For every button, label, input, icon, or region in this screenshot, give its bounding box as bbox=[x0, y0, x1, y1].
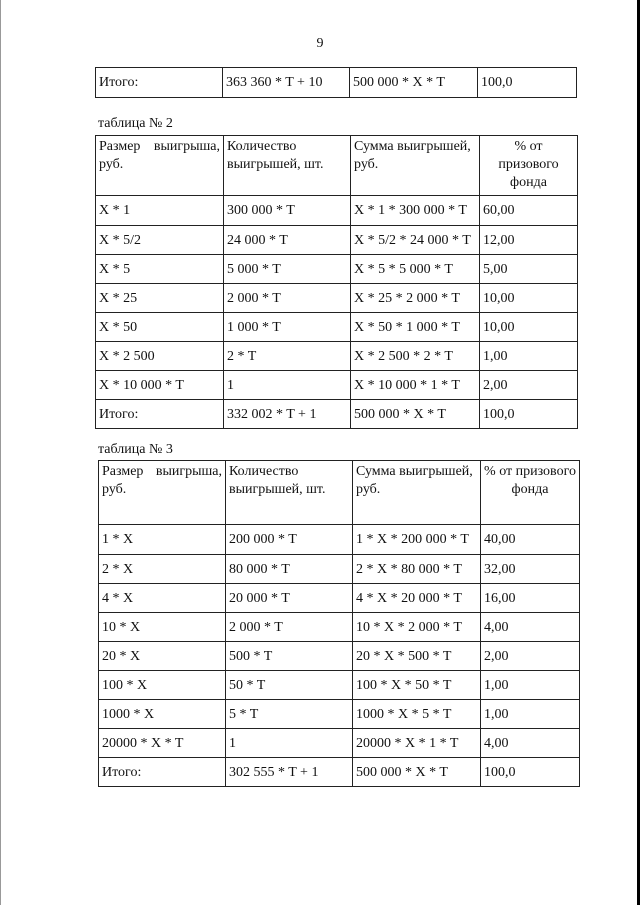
table-cell: 4 * X bbox=[99, 584, 226, 613]
table-cell: X * 50 bbox=[96, 313, 224, 342]
table-cell: X * 5/2 bbox=[96, 226, 224, 255]
column-header: Сумма выигрышей, руб. bbox=[351, 136, 480, 196]
table-cell: 302 555 * T + 1 bbox=[226, 758, 353, 787]
table-row bbox=[96, 196, 578, 226]
table-cell: 40,00 bbox=[481, 525, 580, 555]
column-header: Размер выигрыша, руб. bbox=[99, 461, 226, 525]
table-cell: 100 * X * 50 * T bbox=[353, 671, 481, 700]
table-cell: 1 * X bbox=[99, 525, 226, 555]
table-cell: X * 2 500 bbox=[96, 342, 224, 371]
column-header: Сумма выигрышей, руб. bbox=[353, 461, 481, 525]
table-cell: 4,00 bbox=[481, 613, 580, 642]
table-cell: 1,00 bbox=[481, 671, 580, 700]
table-cell: X * 50 * 1 000 * T bbox=[351, 313, 480, 342]
table-cell: X * 5/2 * 24 000 * T bbox=[351, 226, 480, 255]
table-row bbox=[96, 400, 578, 429]
table-cell: 5,00 bbox=[480, 255, 578, 284]
table-cell: X * 5 * 5 000 * T bbox=[351, 255, 480, 284]
table-row bbox=[99, 729, 580, 758]
table-cell: 24 000 * T bbox=[224, 226, 351, 255]
table-cell: 2,00 bbox=[480, 371, 578, 400]
table-cell: 16,00 bbox=[481, 584, 580, 613]
table-row bbox=[96, 371, 578, 400]
table-cell: 20000 * X * T bbox=[99, 729, 226, 758]
table-cell: 10 * X * 2 000 * T bbox=[353, 613, 481, 642]
table-cell: Итого: bbox=[96, 400, 224, 429]
table-cell: 200 000 * T bbox=[226, 525, 353, 555]
table-cell: Итого: bbox=[96, 68, 223, 98]
table-cell: 1000 * X bbox=[99, 700, 226, 729]
table-cell: 10 * X bbox=[99, 613, 226, 642]
table-cell: 12,00 bbox=[480, 226, 578, 255]
table-row bbox=[96, 313, 578, 342]
table-cell: 20 * X bbox=[99, 642, 226, 671]
table-row bbox=[96, 68, 577, 98]
table-cell: 2 000 * T bbox=[224, 284, 351, 313]
table-row bbox=[96, 342, 578, 371]
table-cell: 1,00 bbox=[481, 700, 580, 729]
table-cell: 100,0 bbox=[480, 400, 578, 429]
table-3-caption: таблица № 3 bbox=[98, 442, 173, 457]
table-cell: 2 000 * T bbox=[226, 613, 353, 642]
column-header: Размер выигрыша, руб. bbox=[96, 136, 224, 196]
table-cell: 20 * X * 500 * T bbox=[353, 642, 481, 671]
table-cell: 500 * T bbox=[226, 642, 353, 671]
table-row bbox=[96, 226, 578, 255]
table-cell: 500 000 * X * T bbox=[350, 68, 478, 98]
table-row bbox=[96, 284, 578, 313]
column-header: Количество выигрышей, шт. bbox=[226, 461, 353, 525]
table-header-row bbox=[96, 136, 578, 196]
table-row bbox=[99, 525, 580, 555]
table-2 bbox=[95, 135, 578, 429]
table-cell: 32,00 bbox=[481, 555, 580, 584]
table-cell: 2 * X bbox=[99, 555, 226, 584]
table-row bbox=[99, 584, 580, 613]
table-row bbox=[99, 642, 580, 671]
table-1-total bbox=[95, 67, 577, 98]
table-cell: 2 * X * 80 000 * T bbox=[353, 555, 481, 584]
table-row bbox=[99, 758, 580, 787]
table-cell: 10,00 bbox=[480, 284, 578, 313]
table-row bbox=[99, 555, 580, 584]
column-header: % от призового фонда bbox=[481, 461, 580, 525]
table-cell: Итого: bbox=[99, 758, 226, 787]
page-number: 9 bbox=[316, 36, 324, 51]
table-cell: 5 000 * T bbox=[224, 255, 351, 284]
table-cell: 50 * T bbox=[226, 671, 353, 700]
table-cell: 5 * T bbox=[226, 700, 353, 729]
column-header: Количество выигрышей, шт. bbox=[224, 136, 351, 196]
table-cell: 100,0 bbox=[481, 758, 580, 787]
table-cell: 100 * X bbox=[99, 671, 226, 700]
table-cell: 20000 * X * 1 * T bbox=[353, 729, 481, 758]
table-cell: 2,00 bbox=[481, 642, 580, 671]
table-cell: 4 * X * 20 000 * T bbox=[353, 584, 481, 613]
table-cell: X * 10 000 * T bbox=[96, 371, 224, 400]
table-cell: X * 2 500 * 2 * T bbox=[351, 342, 480, 371]
table-cell: X * 25 bbox=[96, 284, 224, 313]
table-3 bbox=[98, 460, 580, 787]
table-cell: 363 360 * T + 10 bbox=[223, 68, 350, 98]
table-cell: 1 * X * 200 000 * T bbox=[353, 525, 481, 555]
table-cell: 1 bbox=[224, 371, 351, 400]
table-2-caption: таблица № 2 bbox=[98, 116, 173, 131]
table-cell: 1 bbox=[226, 729, 353, 758]
page-edge-left bbox=[0, 0, 1, 905]
table-cell: 300 000 * T bbox=[224, 196, 351, 226]
table-row bbox=[99, 700, 580, 729]
table-header-row bbox=[99, 461, 580, 525]
table-cell: X * 1 bbox=[96, 196, 224, 226]
table-cell: 80 000 * T bbox=[226, 555, 353, 584]
table-row bbox=[99, 671, 580, 700]
table-cell: 1 000 * T bbox=[224, 313, 351, 342]
table-cell: 4,00 bbox=[481, 729, 580, 758]
table-cell: 500 000 * X * T bbox=[353, 758, 481, 787]
table-cell: X * 1 * 300 000 * T bbox=[351, 196, 480, 226]
table-cell: 1,00 bbox=[480, 342, 578, 371]
table-cell: 100,0 bbox=[478, 68, 577, 98]
table-cell: X * 25 * 2 000 * T bbox=[351, 284, 480, 313]
table-cell: 2 * T bbox=[224, 342, 351, 371]
table-row bbox=[96, 255, 578, 284]
table-cell: X * 5 bbox=[96, 255, 224, 284]
column-header: % от призового фонда bbox=[480, 136, 578, 196]
table-cell: 60,00 bbox=[480, 196, 578, 226]
table-row bbox=[99, 613, 580, 642]
table-cell: X * 10 000 * 1 * T bbox=[351, 371, 480, 400]
table-cell: 500 000 * X * T bbox=[351, 400, 480, 429]
table-cell: 10,00 bbox=[480, 313, 578, 342]
table-cell: 332 002 * T + 1 bbox=[224, 400, 351, 429]
table-cell: 20 000 * T bbox=[226, 584, 353, 613]
table-cell: 1000 * X * 5 * T bbox=[353, 700, 481, 729]
